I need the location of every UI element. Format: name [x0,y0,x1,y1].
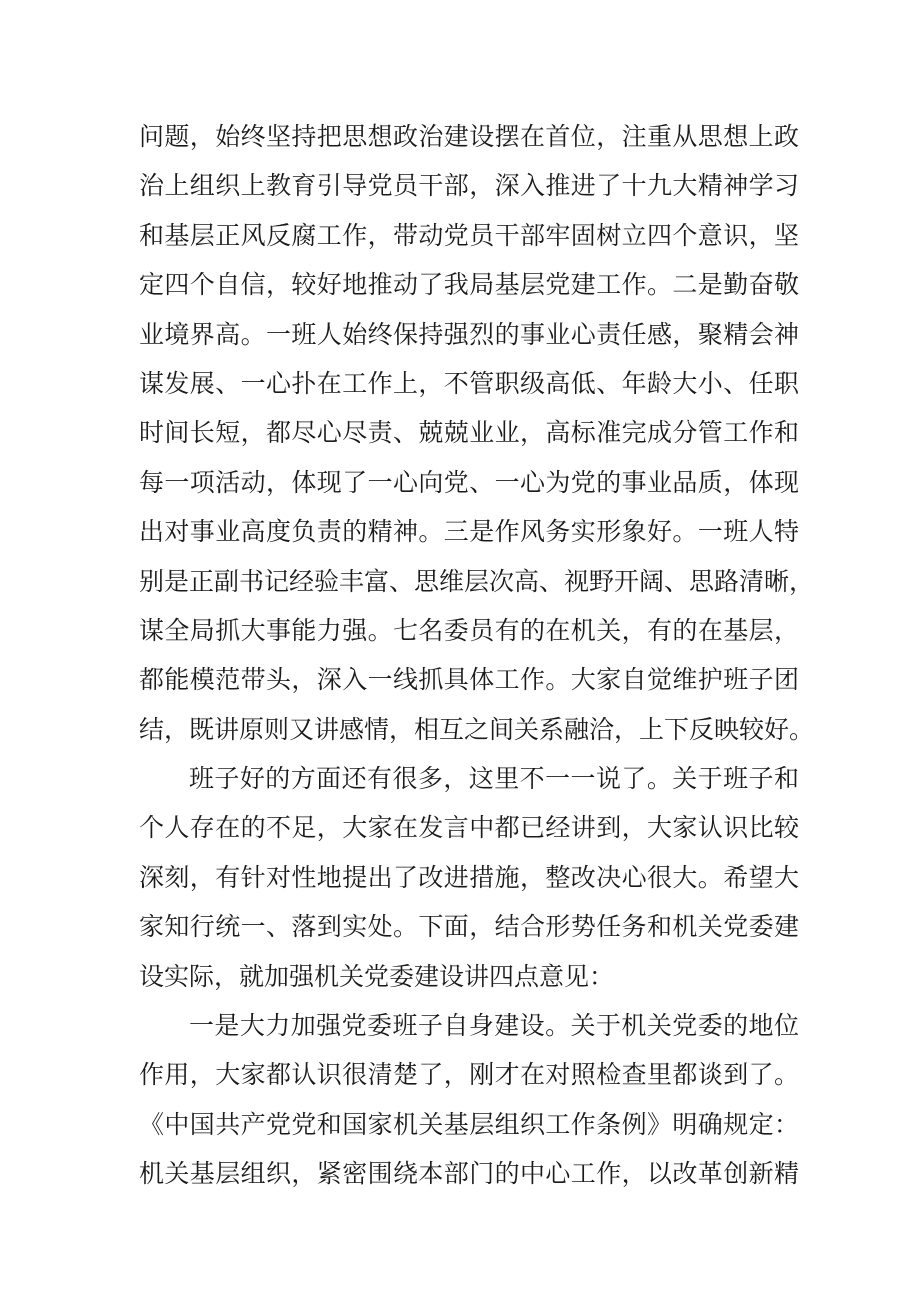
text-line: 问题，始终坚持把思想政治建设摆在首位，注重从思想上政 [139,122,799,151]
text-line: 结，既讲原则又讲感情，相互之间关系融洽，上下反映较好。 [139,714,815,744]
body-text [139,112,815,1199]
text-line: 谋发展、一心扑在工作上，不管职级高低、年龄大小、任职 [139,368,799,398]
text-line: 时间长短，都尽心尽责、兢兢业业，高标准完成分管工作和 [139,418,799,448]
text-line: 《中国共产党党和国家机关基层组织工作条例》明确规定： [139,1109,799,1139]
text-line: 业境界高。一班人始终保持强烈的事业心责任感，聚精会神 [139,319,799,349]
text-line: 和基层正风反腐工作，带动党员干部牢固树立四个意识，坚 [139,220,799,250]
text-line: 设实际，就加强机关党委建设讲四点意见： [139,961,615,991]
text-line: 每一项活动，体现了一心向党、一心为党的事业品质，体现 [139,467,799,497]
text-line: 家知行统一、落到实处。下面，结合形势任务和机关党委建 [139,912,799,942]
text-line: 治上组织上教育引导党员干部，深入推进了十九大精神学习 [139,171,799,201]
paragraph-first-line: 班子好的方面还有很多，这里不一一说了。关于班子和 [189,764,799,794]
text-line: 定四个自信，较好地推动了我局基层党建工作。二是勤奋敬 [139,270,799,300]
text-line: 个人存在的不足，大家在发言中都已经讲到，大家认识比较 [139,813,799,843]
text-line: 都能模范带头，深入一线抓具体工作。大家自觉维护班子团 [139,665,799,695]
text-line: 机关基层组织，紧密围绕本部门的中心工作，以改革创新精 [139,1159,799,1189]
text-line: 谋全局抓大事能力强。七名委员有的在机关，有的在基层， [139,615,799,645]
text-line: 深刻，有针对性地提出了改进措施，整改决心很大。希望大 [139,862,799,892]
text-line: 作用，大家都认识很清楚了，刚才在对照检查里都谈到了。 [139,1060,799,1090]
text-line: 别是正副书记经验丰富、思维层次高、视野开阔、思路清晰， [139,566,815,596]
text-line: 出对事业高度负责的精神。三是作风务实形象好。一班人特 [139,517,799,547]
paragraph-first-line: 一是大力加强党委班子自身建设。关于机关党委的地位 [189,1011,799,1041]
